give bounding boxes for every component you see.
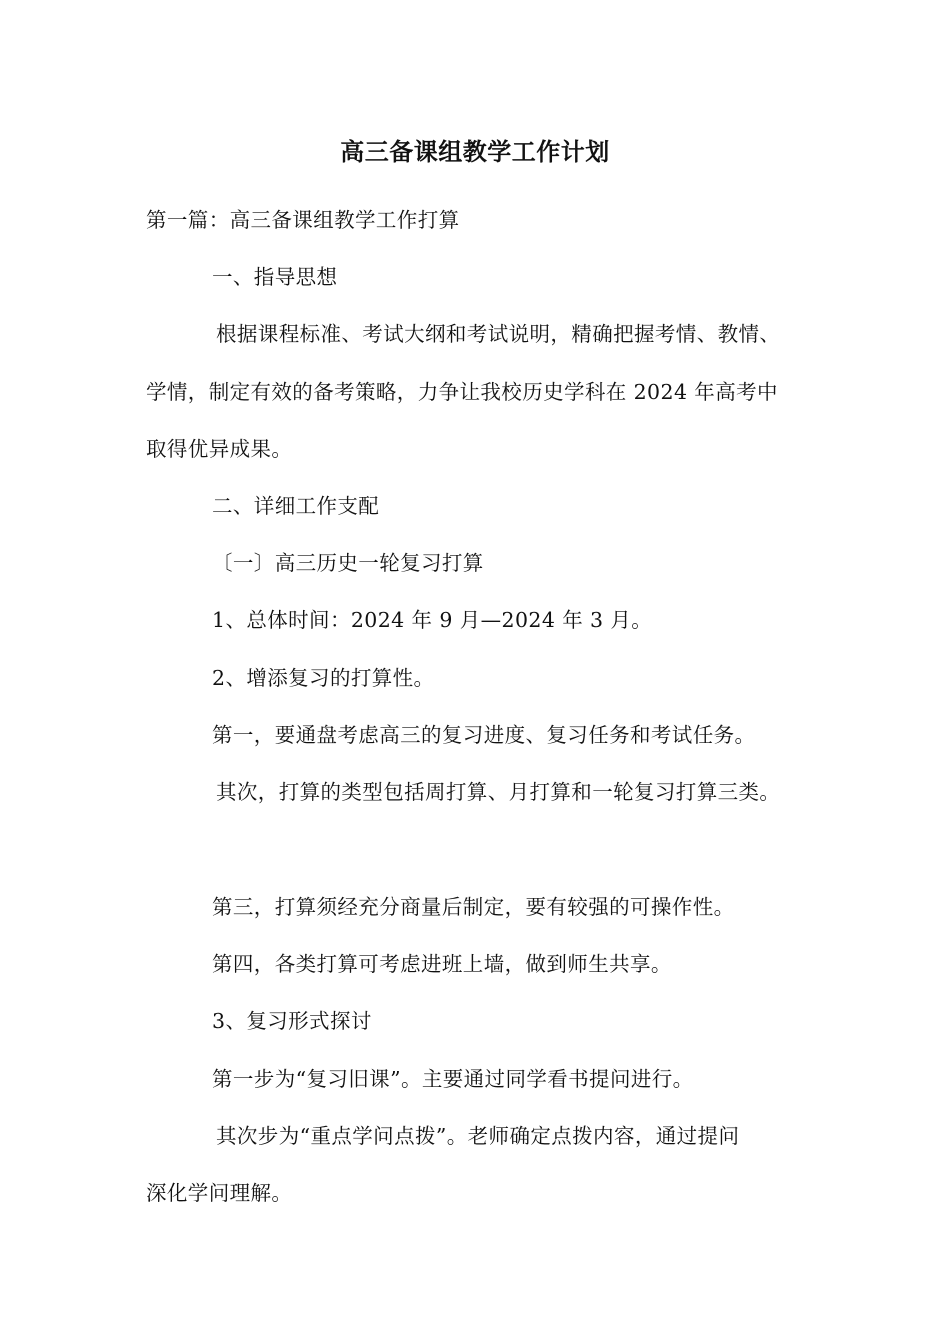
paragraph-line: 第三，打算须经充分商量后制定，要有较强的可操作性。 xyxy=(212,895,735,919)
section-heading-part-one: 第一篇：高三备课组教学工作打算 xyxy=(146,208,460,232)
document-title: 高三备课组教学工作计划 xyxy=(340,137,610,166)
paragraph-line: 根据课程标准、考试大纲和考试说明，精确把握考情、教情、 xyxy=(216,322,781,346)
subheading-review-plan: 〔一〕高三历史一轮复习打算 xyxy=(212,551,484,575)
paragraph-line: 学情，制定有效的备考策略，力争让我校历史学科在 2024 年高考中 xyxy=(146,380,778,404)
heading-work-arrangement: 二、详细工作支配 xyxy=(212,494,380,518)
paragraph-line: 其次，打算的类型包括周打算、月打算和一轮复习打算三类。 xyxy=(216,780,781,804)
list-item: 3、复习形式探讨 xyxy=(212,1009,372,1033)
paragraph-line: 第一，要通盘考虑高三的复习进度、复习任务和考试任务。 xyxy=(212,723,756,747)
paragraph-line: 取得优异成果。 xyxy=(146,437,293,461)
paragraph-line: 深化学问理解。 xyxy=(146,1181,293,1205)
list-item: 1、总体时间：2024 年 9 月—2024 年 3 月。 xyxy=(212,608,653,632)
heading-guiding-ideology: 一、指导思想 xyxy=(212,265,338,289)
list-item: 2、增添复习的打算性。 xyxy=(212,666,435,690)
paragraph-line: 第一步为“复习旧课”。主要通过同学看书提问进行。 xyxy=(212,1067,694,1091)
paragraph-line: 第四，各类打算可考虑进班上墙，做到师生共享。 xyxy=(212,952,672,976)
paragraph-line: 其次步为“重点学问点拨”。老师确定点拨内容，通过提问 xyxy=(216,1124,740,1148)
